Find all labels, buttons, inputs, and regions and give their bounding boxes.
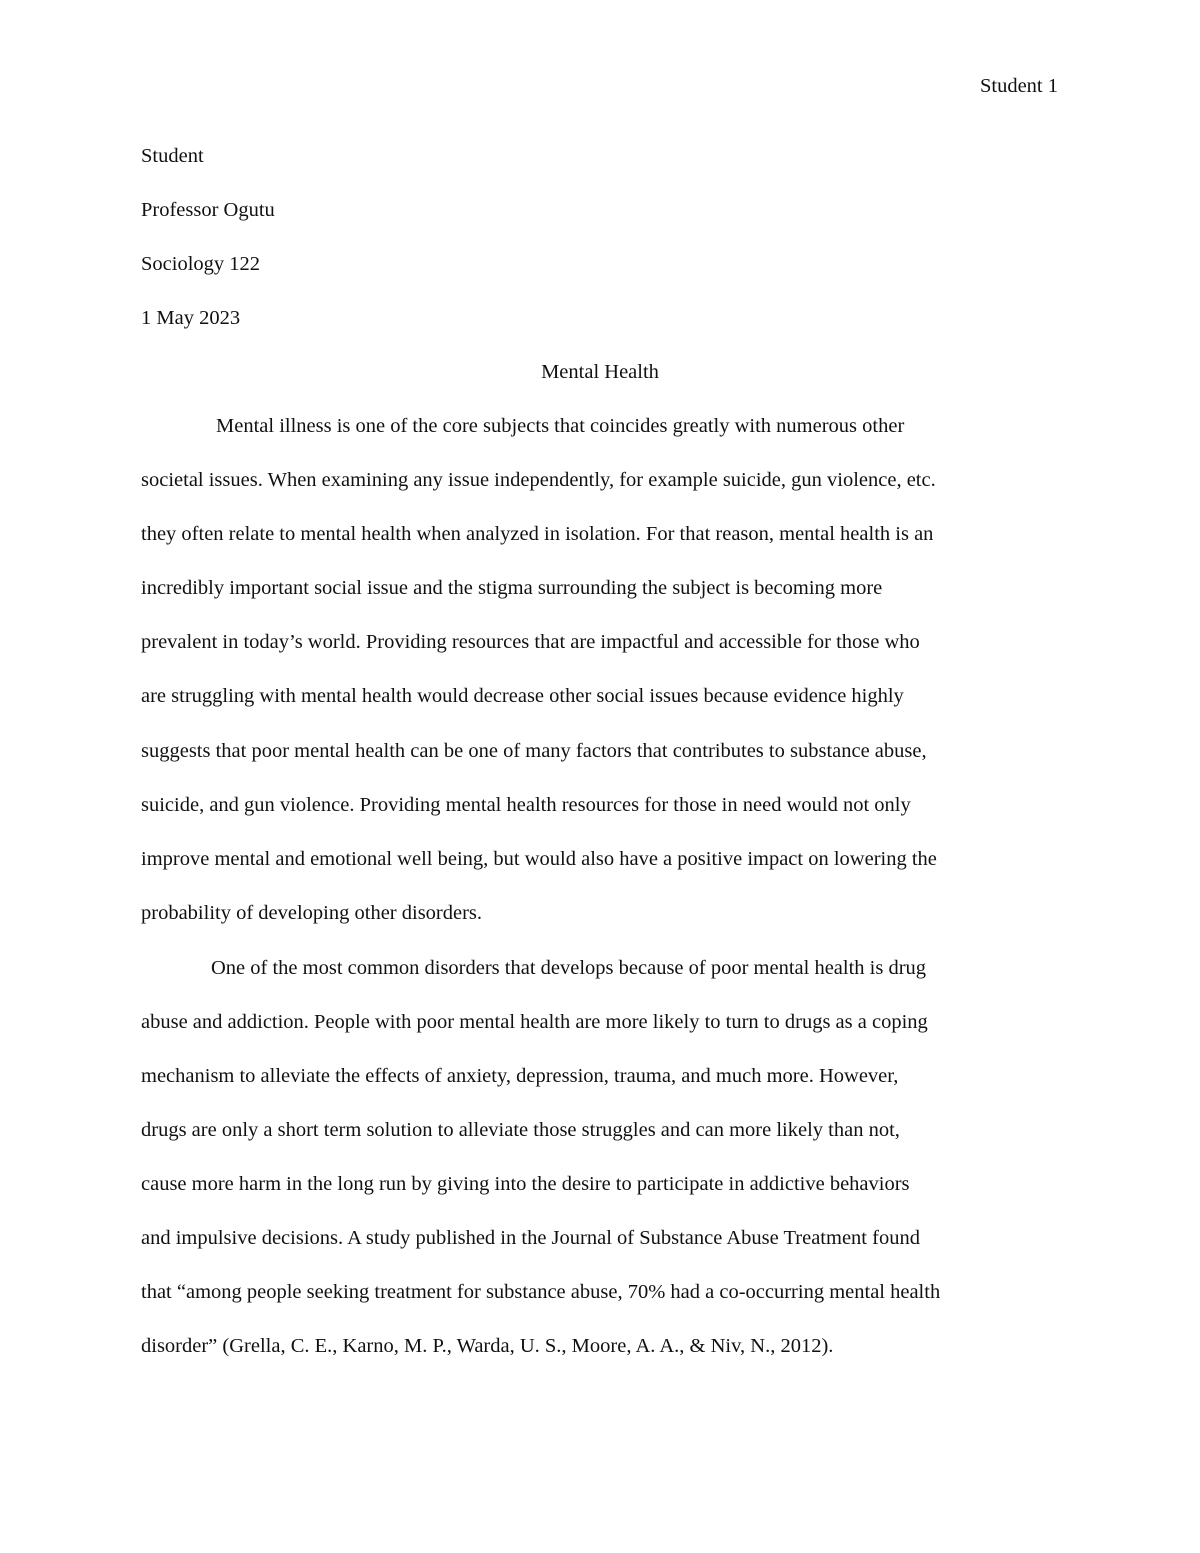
paragraph-line: Mental illness is one of the core subjects that coincides greatly with numerous other — [216, 415, 905, 437]
mla-heading-block — [141, 143, 1061, 359]
paragraph-line: suicide, and gun violence. Providing mental health resources for those in need would not only — [141, 794, 911, 816]
paragraph-line: prevalent in today’s world. Providing resources that are impactful and accessible for those who — [141, 631, 920, 653]
paragraph-line: disorder” (Grella, C. E., Karno, M. P., Warda, U. S., Moore, A. A., & Niv, N., 2012). — [141, 1335, 834, 1357]
running-header: Student 1 — [979, 75, 1058, 97]
paragraph-line: and impulsive decisions. A study published in the Journal of Substance Abuse Treatment found — [141, 1227, 920, 1249]
paragraph-line: are struggling with mental health would decrease other social issues because evidence highly — [141, 685, 904, 707]
paragraph-line: One of the most common disorders that develops because of poor mental health is drug — [211, 957, 927, 979]
paragraph-line: mechanism to alleviate the effects of anxiety, depression, trauma, and much more. However, — [141, 1065, 899, 1087]
student-name: Student — [141, 145, 204, 167]
paragraph-line: cause more harm in the long run by giving into the desire to participate in addictive behaviors — [141, 1173, 910, 1195]
paragraph-line: societal issues. When examining any issue independently, for example suicide, gun violence, etc. — [141, 469, 936, 491]
paragraph-line: that “among people seeking treatment for substance abuse, 70% had a co-occurring mental health — [141, 1281, 941, 1303]
professor-name: Professor Ogutu — [141, 199, 275, 221]
paragraph-line: incredibly important social issue and the stigma surrounding the subject is becoming more — [141, 577, 883, 599]
paragraph-line: suggests that poor mental health can be one of many factors that contributes to substance abuse, — [141, 740, 927, 762]
paragraph-line: abuse and addiction. People with poor mental health are more likely to turn to drugs as a coping — [141, 1011, 928, 1033]
paragraph-line: improve mental and emotional well being, but would also have a positive impact on lowering the — [141, 848, 937, 870]
paragraph-line: they often relate to mental health when analyzed in isolation. For that reason, mental health is an — [141, 523, 934, 545]
paragraph-line: drugs are only a short term solution to alleviate those struggles and can more likely than not, — [141, 1119, 900, 1141]
essay-title: Mental Health — [541, 361, 659, 383]
date-line: 1 May 2023 — [141, 307, 241, 329]
course-name: Sociology 122 — [141, 253, 261, 275]
paragraph-line: probability of developing other disorders. — [141, 902, 483, 924]
